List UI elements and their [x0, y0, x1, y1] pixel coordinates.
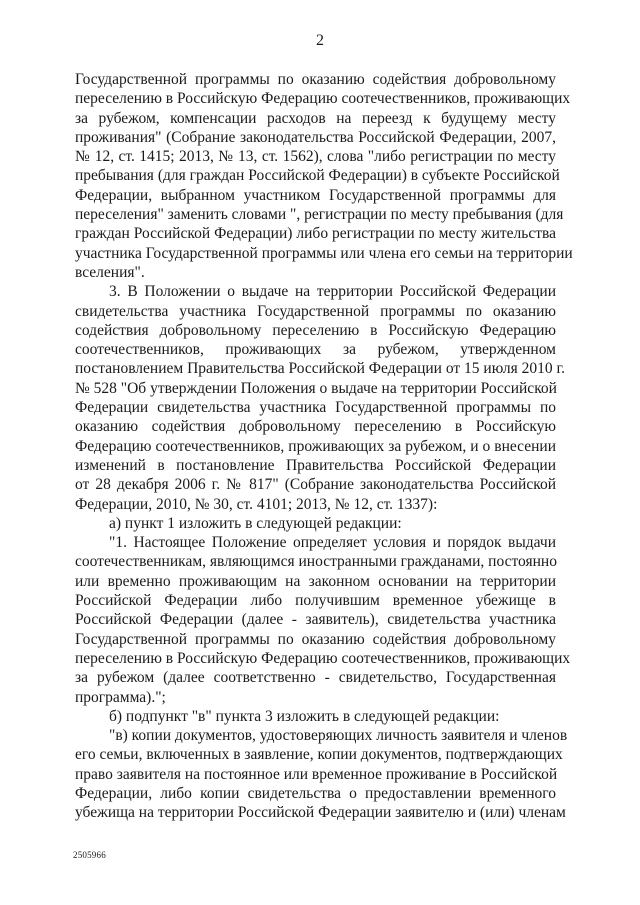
text-line: участника Государственной программы или члена его семьи на территории: [75, 244, 573, 262]
page-number: 2: [316, 32, 324, 49]
text-line: оказанию содействия добровольному переселению в Российскую: [75, 418, 556, 436]
text-line: изменений в постановление Правительства Российской Федерации: [75, 456, 556, 474]
text-line: Государственной программы по оказанию содействия добровольному: [75, 630, 556, 648]
text-line: пребывания (для граждан Российской Федерации) в субъекте Российской: [75, 167, 560, 185]
text-line: № 12, ст. 1415; 2013, № 13, ст. 1562), слова "либо регистрации по месту: [75, 148, 556, 166]
text-line: граждан Российской Федерации) либо регистрации по месту жительства: [75, 225, 556, 243]
text-line: от 28 декабря 2006 г. № 817" (Собрание законодательства Российской: [75, 476, 556, 494]
text-line: за рубежом, компенсации расходов на переезд к будущему месту: [75, 109, 556, 127]
text-line: переселению в Российскую Федерацию соотечественников, проживающих: [75, 90, 571, 108]
text-line: "в) копии документов, удостоверяющих личность заявителя и членов: [109, 727, 568, 745]
text-line: переселению в Российскую Федерацию соотечественников, проживающих: [75, 649, 571, 667]
text-line: Федерации свидетельства участника Государственной программы по: [75, 399, 556, 417]
text-line: постановлением Правительства Российской Федерации от 15 июля 2010 г.: [75, 360, 565, 378]
text-line: Российской Федерации либо получившим временное убежище в: [75, 592, 556, 610]
text-line: содействия добровольному переселению в Российскую Федерацию: [75, 321, 556, 339]
text-line: его семьи, включенных в заявление, копии документов, подтверждающих: [75, 746, 563, 764]
text-line: соотечественникам, являющимся иностранными гражданами, постоянно: [75, 553, 557, 571]
text-line: переселения" заменить словами ", регистрации по месту пребывания (для: [75, 206, 564, 224]
text-line: свидетельства участника Государственной программы по оказанию: [75, 302, 556, 320]
text-line: Федерации, либо копии свидетельства о предоставлении временного: [75, 784, 556, 802]
text-line: программа).";: [75, 688, 166, 706]
text-line: б) подпункт "в" пункта 3 изложить в следующей редакции:: [109, 707, 500, 725]
text-line: № 528 "Об утверждении Положения о выдаче на территории Российской: [75, 379, 557, 397]
document-body: [75, 70, 573, 823]
text-line: проживания" (Собрание законодательства Российской Федерации, 2007,: [75, 128, 556, 146]
text-line: "1. Настоящее Положение определяет условия и порядок выдачи: [109, 534, 556, 552]
text-line: Российской Федерации (далее - заявитель), свидетельства участника: [75, 611, 556, 629]
text-line: соотечественников, проживающих за рубежом, утвержденном: [75, 341, 556, 359]
text-line: Федерацию соотечественников, проживающих за рубежом, и о внесении: [75, 437, 556, 455]
document-id: 2505966: [73, 850, 106, 860]
text-line: право заявителя на постоянное или временное проживание в Российской: [75, 765, 558, 783]
text-line: убежища на территории Российской Федерации заявителю и (или) членам: [75, 804, 566, 822]
text-line: Федерации, выбранном участником Государственной программы для: [75, 186, 556, 204]
text-line: вселения".: [75, 263, 145, 281]
text-line: или временно проживающим на законном основании на территории: [75, 572, 556, 590]
text-line: Федерации, 2010, № 30, ст. 4101; 2013, № 12, ст. 1337):: [75, 495, 438, 513]
text-line: а) пункт 1 изложить в следующей редакции:: [109, 514, 402, 532]
text-line: Государственной программы по оказанию содействия добровольному: [75, 71, 556, 88]
text-line: 3. В Положении о выдаче на территории Российской Федерации: [109, 283, 556, 301]
text-line: за рубежом (далее соответственно - свидетельство, Государственная: [75, 669, 556, 687]
